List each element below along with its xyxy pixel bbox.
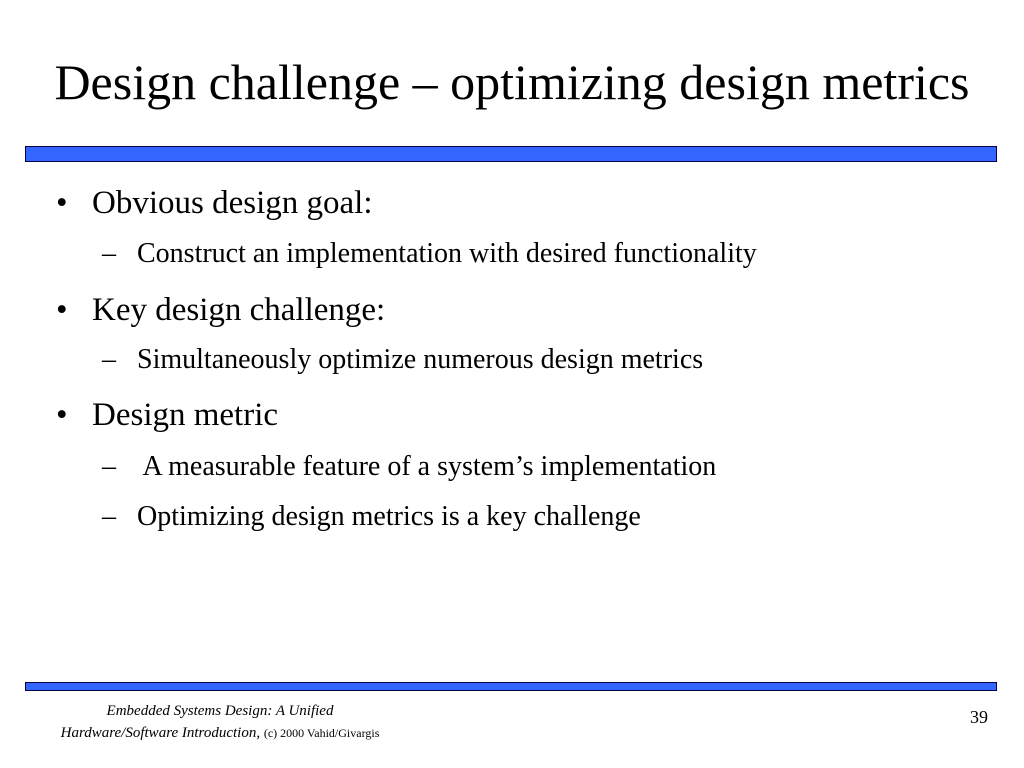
footer-book-title-line2: Hardware/Software Introduction,	[60, 725, 261, 741]
bullet-item	[0, 290, 1000, 330]
sub-bullet-item	[0, 500, 1000, 540]
sub-bullet-text: Optimizing design metrics is a key challenge	[137, 501, 641, 532]
footer-book-title-line1: Embedded Systems Design: A Unified	[106, 703, 334, 719]
page-number: 39	[970, 707, 988, 727]
sub-bullet-text: Simultaneously optimize numerous design metrics	[137, 344, 704, 375]
dash-marker: –	[102, 501, 116, 532]
footer-divider-bar	[25, 682, 997, 691]
sub-bullet-item	[0, 237, 1000, 277]
sub-bullet-text: A measurable feature of a system’s implementation	[137, 451, 717, 482]
bullet-marker: •	[56, 185, 68, 221]
sub-bullet-text: Construct an implementation with desired functionality	[137, 238, 757, 269]
bullet-item	[0, 183, 1000, 223]
bullet-marker: •	[56, 292, 68, 328]
footer-citation	[0, 700, 440, 744]
dash-marker: –	[102, 344, 116, 375]
sub-bullet-item	[0, 450, 1000, 490]
slide-title: Design challenge – optimizing design metrics	[54, 54, 970, 110]
sub-bullet-item	[0, 343, 1000, 383]
footer-line2	[0, 722, 440, 744]
dash-marker: –	[102, 451, 116, 482]
dash-marker: –	[102, 238, 116, 269]
bullet-text: Obvious design goal:	[92, 185, 373, 221]
bullet-marker: •	[56, 397, 68, 433]
bullet-item	[0, 395, 1000, 435]
bullet-text: Key design challenge:	[92, 292, 386, 328]
footer-copyright: (c) 2000 Vahid/Givargis	[263, 726, 380, 740]
bullet-text: Design metric	[92, 397, 279, 433]
title-divider-bar	[25, 146, 997, 162]
